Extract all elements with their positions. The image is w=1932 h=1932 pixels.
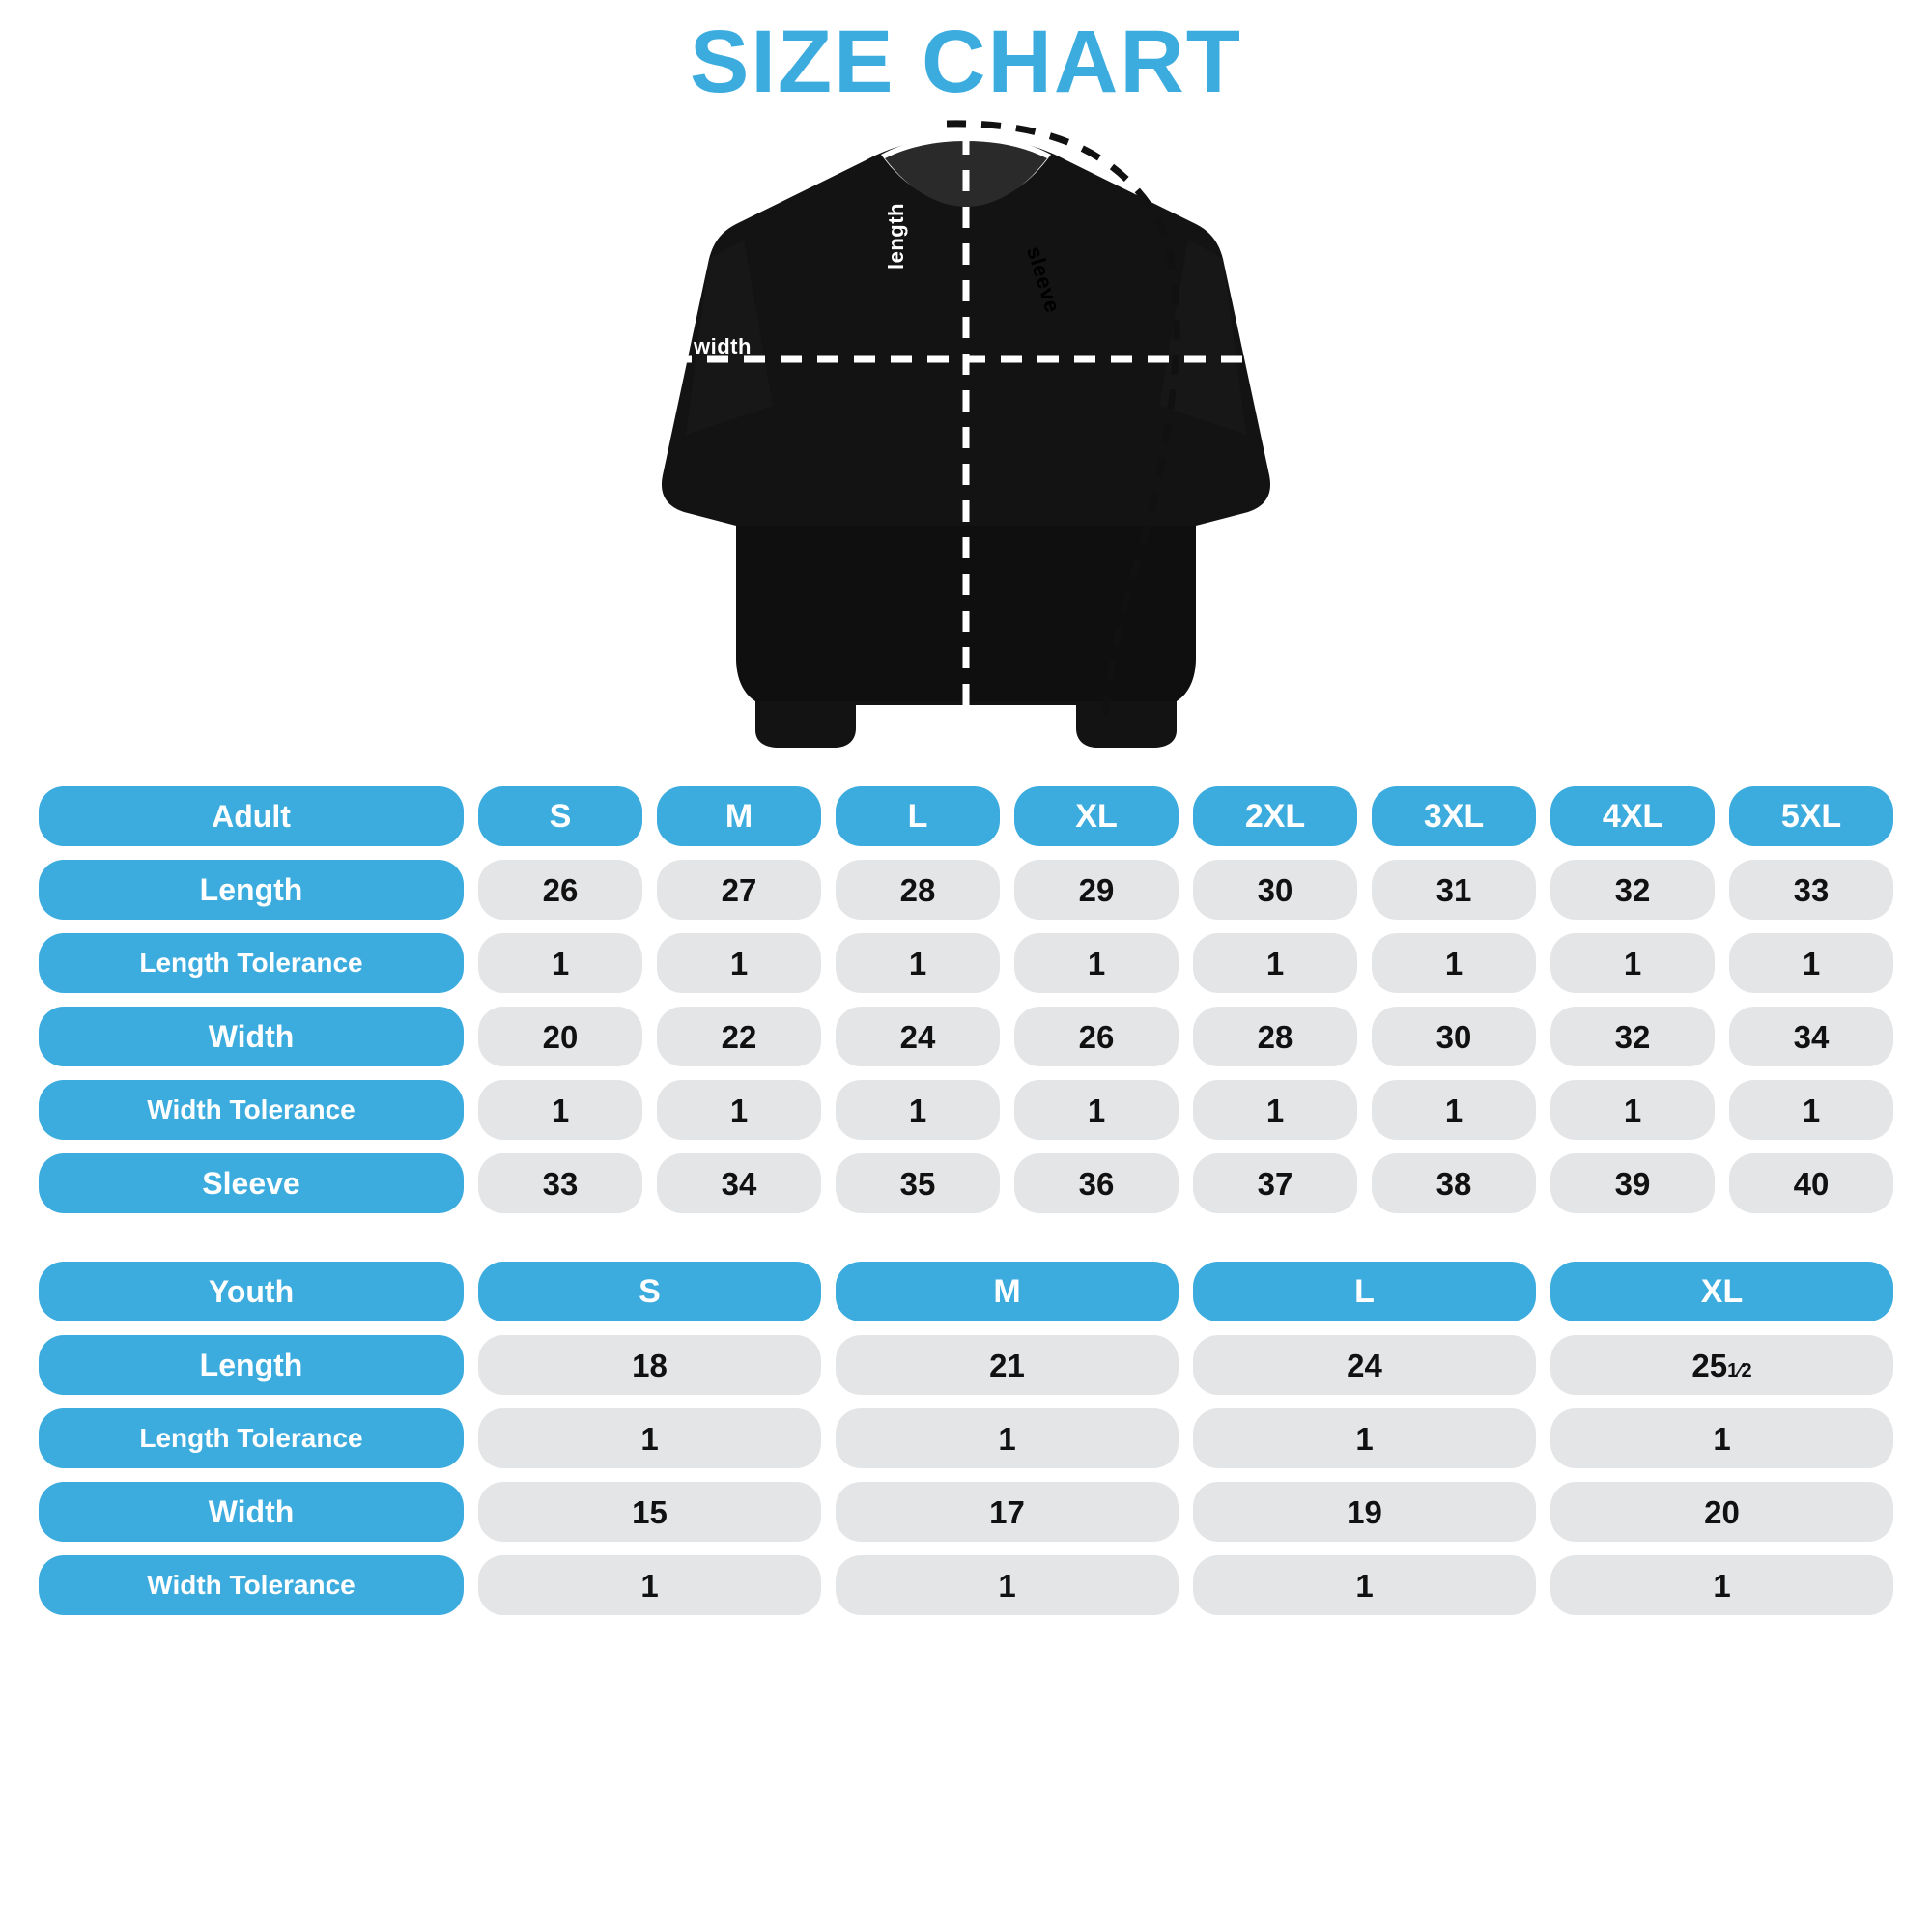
- youth-size-table: [39, 1262, 1893, 1615]
- adult-row-label-length-tolerance: Length Tolerance: [39, 933, 464, 993]
- adult-row-sleeve: [39, 1153, 1893, 1213]
- youth-size-header-xl: XL: [1550, 1262, 1893, 1321]
- youth-row-label-length-tolerance: Length Tolerance: [39, 1408, 464, 1468]
- table-cell: 1: [1372, 1080, 1536, 1140]
- table-cell: 34: [1729, 1007, 1893, 1066]
- table-cell-fraction: 25 1⁄2: [1550, 1335, 1893, 1395]
- adult-size-header-l: L: [836, 786, 1000, 846]
- table-cell: 1: [1014, 933, 1179, 993]
- adult-row-label-sleeve: Sleeve: [39, 1153, 464, 1213]
- table-cell: 1: [478, 1408, 821, 1468]
- sleeve-dimension-label: sleeve: [1022, 243, 1065, 316]
- table-cell: 36: [1014, 1153, 1179, 1213]
- table-cell: 1: [478, 1080, 642, 1140]
- adult-group-label: Adult: [39, 786, 464, 846]
- table-cell: 20: [478, 1007, 642, 1066]
- table-cell: 18: [478, 1335, 821, 1395]
- table-cell: 19: [1193, 1482, 1536, 1542]
- table-cell: 20: [1550, 1482, 1893, 1542]
- table-cell: 1: [836, 933, 1000, 993]
- table-cell: 31: [1372, 860, 1536, 920]
- table-cell: 39: [1550, 1153, 1715, 1213]
- youth-row-length-tolerance: [39, 1408, 1893, 1468]
- youth-header-row: [39, 1262, 1893, 1321]
- table-cell: 33: [1729, 860, 1893, 920]
- adult-row-label-length: Length: [39, 860, 464, 920]
- adult-row-label-width-tolerance: Width Tolerance: [39, 1080, 464, 1140]
- table-cell: 1: [478, 933, 642, 993]
- table-cell: 1: [1550, 1555, 1893, 1615]
- adult-size-table: [39, 786, 1893, 1213]
- youth-group-label: Youth: [39, 1262, 464, 1321]
- table-cell: 26: [478, 860, 642, 920]
- youth-row-width-tolerance: [39, 1555, 1893, 1615]
- table-cell: 30: [1372, 1007, 1536, 1066]
- page-title: SIZE CHART: [690, 13, 1242, 111]
- table-cell: 27: [657, 860, 821, 920]
- youth-row-label-width: Width: [39, 1482, 464, 1542]
- table-cell: 1: [1729, 1080, 1893, 1140]
- table-cell: 30: [1193, 860, 1357, 920]
- table-cell: 40: [1729, 1153, 1893, 1213]
- table-cell: 1: [1550, 1408, 1893, 1468]
- width-dimension-label: width: [694, 334, 752, 358]
- youth-size-header-s: S: [478, 1262, 821, 1321]
- table-cell: 1: [478, 1555, 821, 1615]
- table-cell: 1: [1550, 1080, 1715, 1140]
- table-cell: 1: [836, 1555, 1179, 1615]
- table-cell: 22: [657, 1007, 821, 1066]
- adult-size-header-4xl: 4XL: [1550, 786, 1715, 846]
- size-tables: [39, 786, 1893, 1615]
- table-cell: 37: [1193, 1153, 1357, 1213]
- adult-size-header-5xl: 5XL: [1729, 786, 1893, 846]
- adult-size-header-2xl: 2XL: [1193, 786, 1357, 846]
- table-cell: 35: [836, 1153, 1000, 1213]
- table-cell: 1: [1193, 1555, 1536, 1615]
- table-cell: 1: [657, 1080, 821, 1140]
- youth-size-header-m: M: [836, 1262, 1179, 1321]
- youth-row-label-length: Length: [39, 1335, 464, 1395]
- table-cell: 1: [1193, 1408, 1536, 1468]
- table-cell: 17: [836, 1482, 1179, 1542]
- adult-row-length: [39, 860, 1893, 920]
- table-cell: 1: [1372, 933, 1536, 993]
- adult-row-width: [39, 1007, 1893, 1066]
- table-cell: 1: [1014, 1080, 1179, 1140]
- youth-size-header-l: L: [1193, 1262, 1536, 1321]
- table-cell: 15: [478, 1482, 821, 1542]
- table-cell: 33: [478, 1153, 642, 1213]
- table-cell: 29: [1014, 860, 1179, 920]
- table-cell: 1: [1550, 933, 1715, 993]
- table-cell: 21: [836, 1335, 1179, 1395]
- table-cell: 1: [657, 933, 821, 993]
- table-cell: 26: [1014, 1007, 1179, 1066]
- adult-size-header-xl: XL: [1014, 786, 1179, 846]
- table-cell: 28: [1193, 1007, 1357, 1066]
- table-cell: 24: [836, 1007, 1000, 1066]
- table-cell: 28: [836, 860, 1000, 920]
- table-cell: 1: [1193, 1080, 1357, 1140]
- table-cell: 34: [657, 1153, 821, 1213]
- adult-size-header-3xl: 3XL: [1372, 786, 1536, 846]
- table-cell: 32: [1550, 1007, 1715, 1066]
- adult-header-row: [39, 786, 1893, 846]
- adult-size-header-s: S: [478, 786, 642, 846]
- youth-row-label-width-tolerance: Width Tolerance: [39, 1555, 464, 1615]
- adult-size-header-m: M: [657, 786, 821, 846]
- adult-row-length-tolerance: [39, 933, 1893, 993]
- table-cell: 1: [1729, 933, 1893, 993]
- garment-illustration: [628, 116, 1304, 773]
- youth-row-length: [39, 1335, 1893, 1395]
- table-cell: 1: [836, 1080, 1000, 1140]
- table-cell: 32: [1550, 860, 1715, 920]
- adult-row-label-width: Width: [39, 1007, 464, 1066]
- table-cell: 24: [1193, 1335, 1536, 1395]
- table-cell: 1: [836, 1408, 1179, 1468]
- length-dimension-label: length: [884, 203, 908, 270]
- adult-row-width-tolerance: [39, 1080, 1893, 1140]
- youth-row-width: [39, 1482, 1893, 1542]
- table-cell: 38: [1372, 1153, 1536, 1213]
- table-cell: 1: [1193, 933, 1357, 993]
- sweatshirt-graphic: [628, 116, 1304, 773]
